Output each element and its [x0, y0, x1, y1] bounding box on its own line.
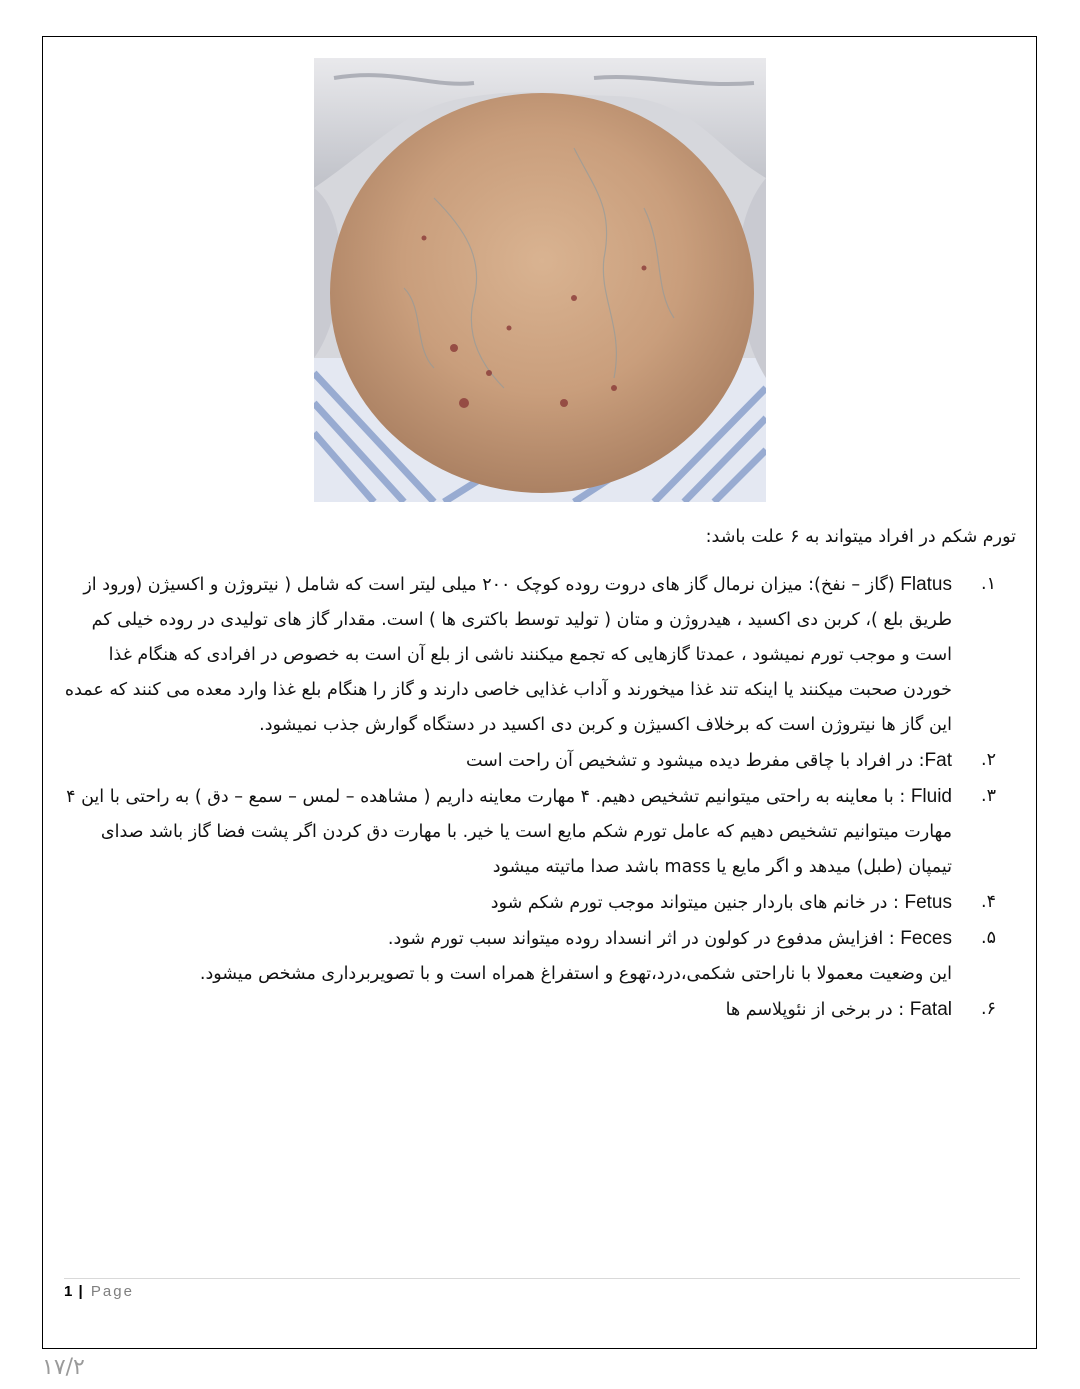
- list-item: [64, 779, 1016, 885]
- causes-list: [64, 567, 1016, 957]
- page-footer: [64, 1283, 134, 1300]
- feces-note: این وضعیت معمولا با ناراحتی شکمی،درد،تهوع و استفراغ همراه است و با تصویربرداری مشخص میشود.: [199, 964, 952, 984]
- list-number: ۱.: [981, 574, 996, 594]
- list-item: [64, 567, 1016, 743]
- footer-divider: [64, 1278, 1020, 1279]
- intro-text: تورم شکم در افراد میتواند به ۶ علت باشد:: [705, 527, 1016, 547]
- footer-page-number: 1: [64, 1283, 73, 1300]
- cause-text: : در برخی از نئوپلاسم ها: [725, 1000, 910, 1020]
- list-item: [64, 992, 1016, 1028]
- abdomen-photo: [314, 58, 766, 502]
- cause-text: : افزایش مدفوع در کولون در اثر انسداد روده میتواند سبب تورم شود.: [387, 929, 901, 949]
- cause-term: Fetus: [904, 892, 952, 913]
- list-item: [64, 885, 1016, 921]
- cause-text: : با معاینه به راحتی میتوانیم تشخیص دهیم. ۴ مهارت معاینه داریم ( مشاهده – لمس – سمع – دق ) به راحتی با این ۴ مهارت میتوانیم تشخیص دهیم که عامل تورم شکم مایع است یا خیر. با مهارت دق کردن اگر پشت فضا گاز باشد صدای تیمپان (طبل) میدهد و اگر مایع یا mass باشد صدا ماتیته میشود: [66, 787, 952, 877]
- list-number: ۶.: [981, 999, 996, 1019]
- causes-list-continued: [64, 992, 1016, 1028]
- cause-text: : در افراد با چاقی مفرط دیده میشود و تشخیص آن راحت است: [465, 751, 925, 771]
- cause-term: Flatus: [900, 574, 952, 595]
- footer-separator: |: [78, 1283, 85, 1300]
- cause-term: Fatal: [909, 999, 952, 1020]
- cause-term: Feces: [900, 928, 952, 949]
- page-mark: ۱۷/۲: [42, 1355, 85, 1380]
- list-number: ۳.: [981, 786, 996, 806]
- list-item: [64, 921, 1016, 957]
- cause-text: : در خانم های باردار جنین میتواند موجب تورم شکم شود: [490, 893, 905, 913]
- cause-term: Fluid: [910, 786, 952, 807]
- list-item: [64, 743, 1016, 779]
- cause-text: (گاز – نفخ): میزان نرمال گاز های دروت روده کوچک ۲۰۰ میلی لیتر است که شامل ( نیتروژن و اکسیژن (ورود از طریق بلع )، کربن دی اکسید ، هیدروژن و متان ( تولید توسط باکتری ها ) است. مقدار گاز های تولیدی در روده خیلی کم است و موجب تورم نمیشود ، عمدتا گازهایی که تجمع میکنند ناشی از بلع آن است به خصوص در افرادی که هنگام غذا خوردن صحبت میکنند یا اینکه تند غذا میخورند و آداب غذایی خاصی دارند و گاز را هنگام بلع غذا وارد معده می کنند که عمده این گاز ها نیتروژن است که برخلاف اکسیژن و کربن دی اکسید در دستگاه گوارش جذب نمیشود.: [64, 575, 952, 735]
- list-number: ۴.: [981, 892, 996, 912]
- document-body: [64, 520, 1016, 1028]
- list-number: ۵.: [981, 928, 996, 948]
- cause-term: Fat: [924, 750, 952, 771]
- list-number: ۲.: [981, 750, 996, 770]
- footer-page-label: Page: [90, 1283, 134, 1300]
